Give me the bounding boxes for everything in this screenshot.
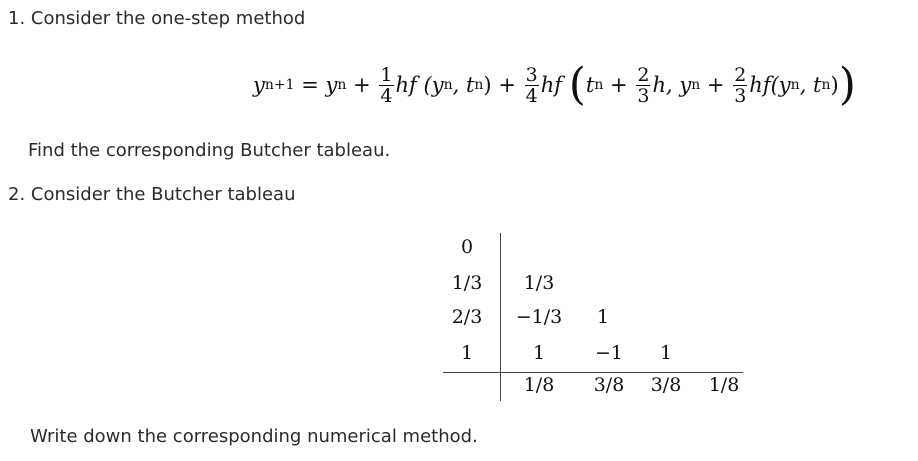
plus-sign-3: + <box>610 73 628 97</box>
yn-base: y <box>325 73 338 97</box>
term3-subscript: n <box>821 77 831 93</box>
tableau-b-2: 3/8 <box>650 374 682 396</box>
term1-args-superscript: n <box>443 77 453 93</box>
fraction-one-quarter <box>379 65 393 106</box>
tableau-a-2-1: 1 <box>596 306 610 328</box>
fraction-4-numerator: 2 <box>734 63 747 86</box>
term1-args-subscript: n <box>474 77 484 93</box>
lhs-y: y <box>253 73 265 97</box>
tableau-b-0: 1/8 <box>523 374 555 396</box>
term3-mid: , t <box>799 73 822 97</box>
tableau-b-3: 1/8 <box>708 374 740 396</box>
one-step-method-equation <box>253 50 856 120</box>
plus-sign-4: + <box>706 73 725 97</box>
right-big-paren: ) <box>838 59 856 110</box>
tableau-a-1-0: 1/3 <box>523 272 555 294</box>
term3-superscript: n <box>790 77 800 93</box>
problem1-heading: 1. Consider the one-step method <box>8 8 306 29</box>
fraction-1-denominator: 4 <box>380 84 393 107</box>
plus-sign-1: + <box>353 73 371 97</box>
problem2-instruction: Write down the corresponding numerical method. <box>30 426 478 447</box>
fraction-2-numerator: 3 <box>525 63 538 86</box>
fraction-two-thirds-a <box>636 65 650 106</box>
tableau-c-0: 0 <box>460 236 474 258</box>
tableau-a-2-0: −1/3 <box>515 306 563 328</box>
term3-hf: hf(y <box>749 73 791 97</box>
fraction-three-quarters <box>525 65 539 106</box>
term1-args-mid: , t <box>452 73 475 97</box>
term2-hf: hf <box>540 73 563 97</box>
lhs-superscript: n+1 <box>264 77 295 93</box>
tableau-a-3-1: −1 <box>594 342 623 364</box>
fraction-1-numerator: 1 <box>380 63 393 86</box>
tableau-c-3: 1 <box>460 342 474 364</box>
t-subscript: n <box>594 77 604 93</box>
fraction-2-denominator: 4 <box>525 84 538 107</box>
term1-args-close: ) <box>483 73 492 97</box>
problem2-heading: 2. Consider the Butcher tableau <box>8 184 296 205</box>
tableau-b-1: 3/8 <box>593 374 625 396</box>
term1-hf: hf <box>395 73 417 97</box>
equals-sign: = <box>301 73 319 97</box>
left-big-paren: ( <box>568 59 586 110</box>
fraction-two-thirds-b <box>733 65 747 106</box>
tableau-c-1: 1/3 <box>451 272 483 294</box>
h-comma-superscript: n <box>691 77 701 93</box>
plus-sign-2: + <box>498 73 516 97</box>
fraction-3-denominator: 3 <box>637 84 650 107</box>
yn-superscript: n <box>337 77 347 93</box>
fraction-3-numerator: 2 <box>637 63 650 86</box>
tableau-c-2: 2/3 <box>451 306 483 328</box>
term3-close: ) <box>830 73 839 97</box>
term1-args: (y <box>423 73 444 97</box>
fraction-4-denominator: 3 <box>734 84 747 107</box>
tableau-horizontal-line <box>443 372 743 373</box>
tableau-a-3-2: 1 <box>659 342 673 364</box>
h-comma-y: h, y <box>652 73 692 97</box>
t-base: t <box>585 73 595 97</box>
problem1-instruction: Find the corresponding Butcher tableau. <box>28 140 391 161</box>
tableau-a-3-0: 1 <box>532 342 546 364</box>
